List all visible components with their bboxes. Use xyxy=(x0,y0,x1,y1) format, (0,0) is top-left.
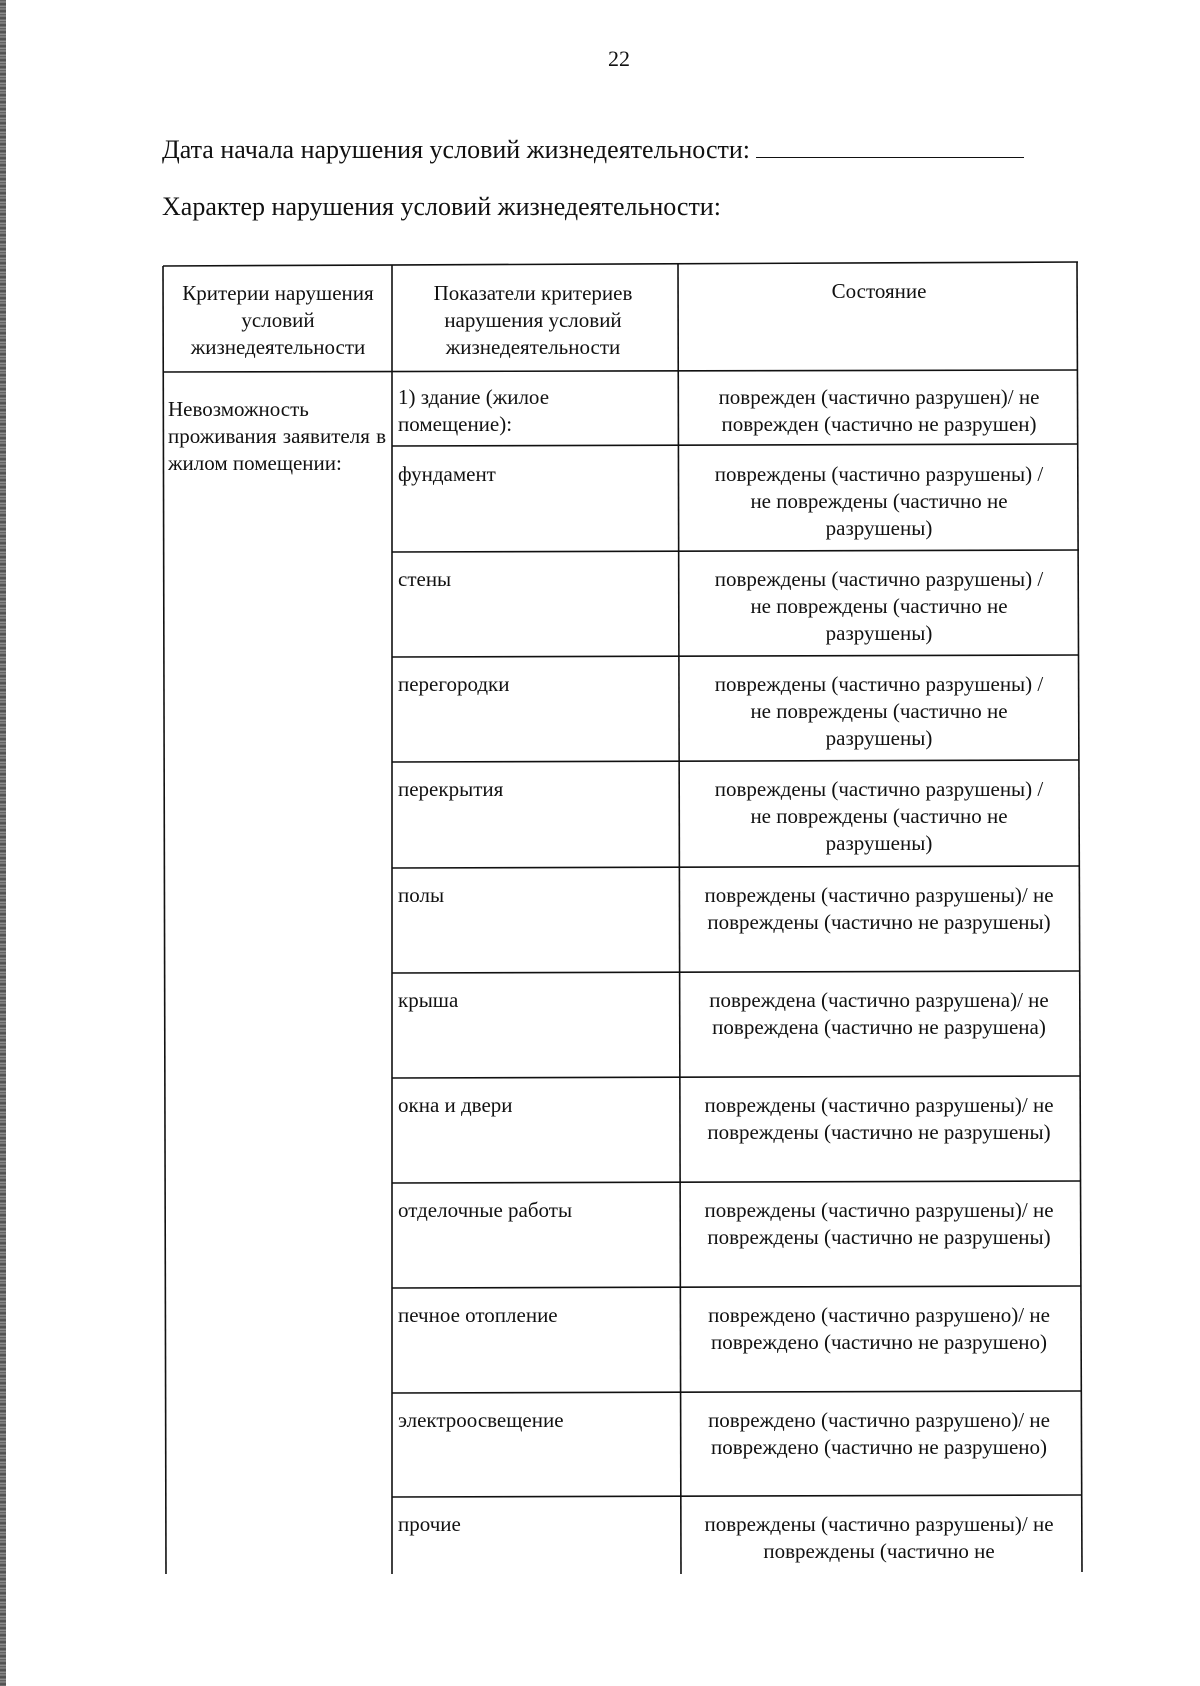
criterion-cell: Невозможность проживания заявителя в жилом помещении: xyxy=(168,397,386,475)
indicator-cell: крыша xyxy=(398,988,459,1012)
date-blank-field[interactable] xyxy=(756,139,1024,158)
state-cell: повреждена (частично разрушена)/ не повреждена (частично не разрушена) xyxy=(709,988,1049,1039)
indicator-cell: окна и двери xyxy=(398,1093,513,1117)
row-separator xyxy=(392,655,1079,657)
indicator-cell: фундамент xyxy=(398,462,496,486)
indicator-cell: прочие xyxy=(398,1512,461,1536)
indicator-cell: перегородки xyxy=(398,672,510,696)
header-criteria: Критерии нарушения условий жизнедеятельности xyxy=(182,281,374,359)
header-bottom-border xyxy=(163,370,1078,372)
page-number: 22 xyxy=(608,46,630,71)
indicator-cell: полы xyxy=(398,883,445,907)
header-state: Состояние xyxy=(831,279,927,303)
state-cell: повреждены (частично разрушены)/ не повреждены (частично не xyxy=(704,1512,1054,1563)
row-separator xyxy=(392,866,1080,868)
table-left-border xyxy=(163,266,166,1574)
row-separator xyxy=(392,1286,1081,1288)
indicator-cell: стены xyxy=(398,567,452,591)
state-cell: поврежден (частично разрушен)/ не поврежден (частично не разрушен) xyxy=(718,385,1040,436)
indicator-cell: 1) здание (жилое помещение): xyxy=(398,385,550,436)
indicator-cell: электроосвещение xyxy=(398,1408,564,1432)
row-separator xyxy=(392,1391,1081,1393)
row-separator xyxy=(392,971,1080,973)
date-label: Дата начала нарушения условий жизнедеятельности: xyxy=(162,135,750,164)
row-separator xyxy=(392,760,1079,762)
column-divider-2 xyxy=(678,264,681,1574)
state-cell: повреждены (частично разрушены)/ не повреждены (частично не разрушены) xyxy=(704,1093,1054,1144)
header-indicators: Показатели критериев нарушения условий жизнедеятельности xyxy=(433,281,633,359)
character-label: Характер нарушения условий жизнедеятельности: xyxy=(162,192,721,221)
state-cell: повреждены (частично разрушены) / не повреждены (частично не разрушены) xyxy=(714,567,1044,645)
state-cell: повреждены (частично разрушены) / не повреждены (частично не разрушены) xyxy=(714,462,1044,540)
indicator-cell: перекрытия xyxy=(398,777,504,801)
state-cell: повреждено (частично разрушено)/ не повреждено (частично не разрушено) xyxy=(708,1303,1050,1354)
row-separator xyxy=(392,444,1078,446)
state-cell: повреждены (частично разрушены)/ не повреждены (частично не разрушены) xyxy=(704,1198,1054,1249)
row-separator xyxy=(392,1495,1081,1497)
table-top-border xyxy=(163,262,1078,266)
date-line xyxy=(162,135,1024,165)
indicator-cell: отделочные работы xyxy=(398,1198,573,1222)
indicator-cell: печное отопление xyxy=(398,1303,558,1327)
state-cell: повреждены (частично разрушены) / не повреждены (частично не разрушены) xyxy=(714,777,1044,855)
state-cell: повреждены (частично разрушены) / не повреждены (частично не разрушены) xyxy=(714,672,1044,750)
scan-edge xyxy=(0,0,6,1686)
table-right-border xyxy=(1077,262,1082,1572)
row-separator xyxy=(392,1076,1080,1078)
row-separator xyxy=(392,1181,1081,1183)
state-cell: повреждены (частично разрушены)/ не повреждены (частично не разрушены) xyxy=(704,883,1054,934)
row-separator xyxy=(392,550,1079,552)
state-cell: повреждено (частично разрушено)/ не повреждено (частично не разрушено) xyxy=(708,1408,1050,1459)
